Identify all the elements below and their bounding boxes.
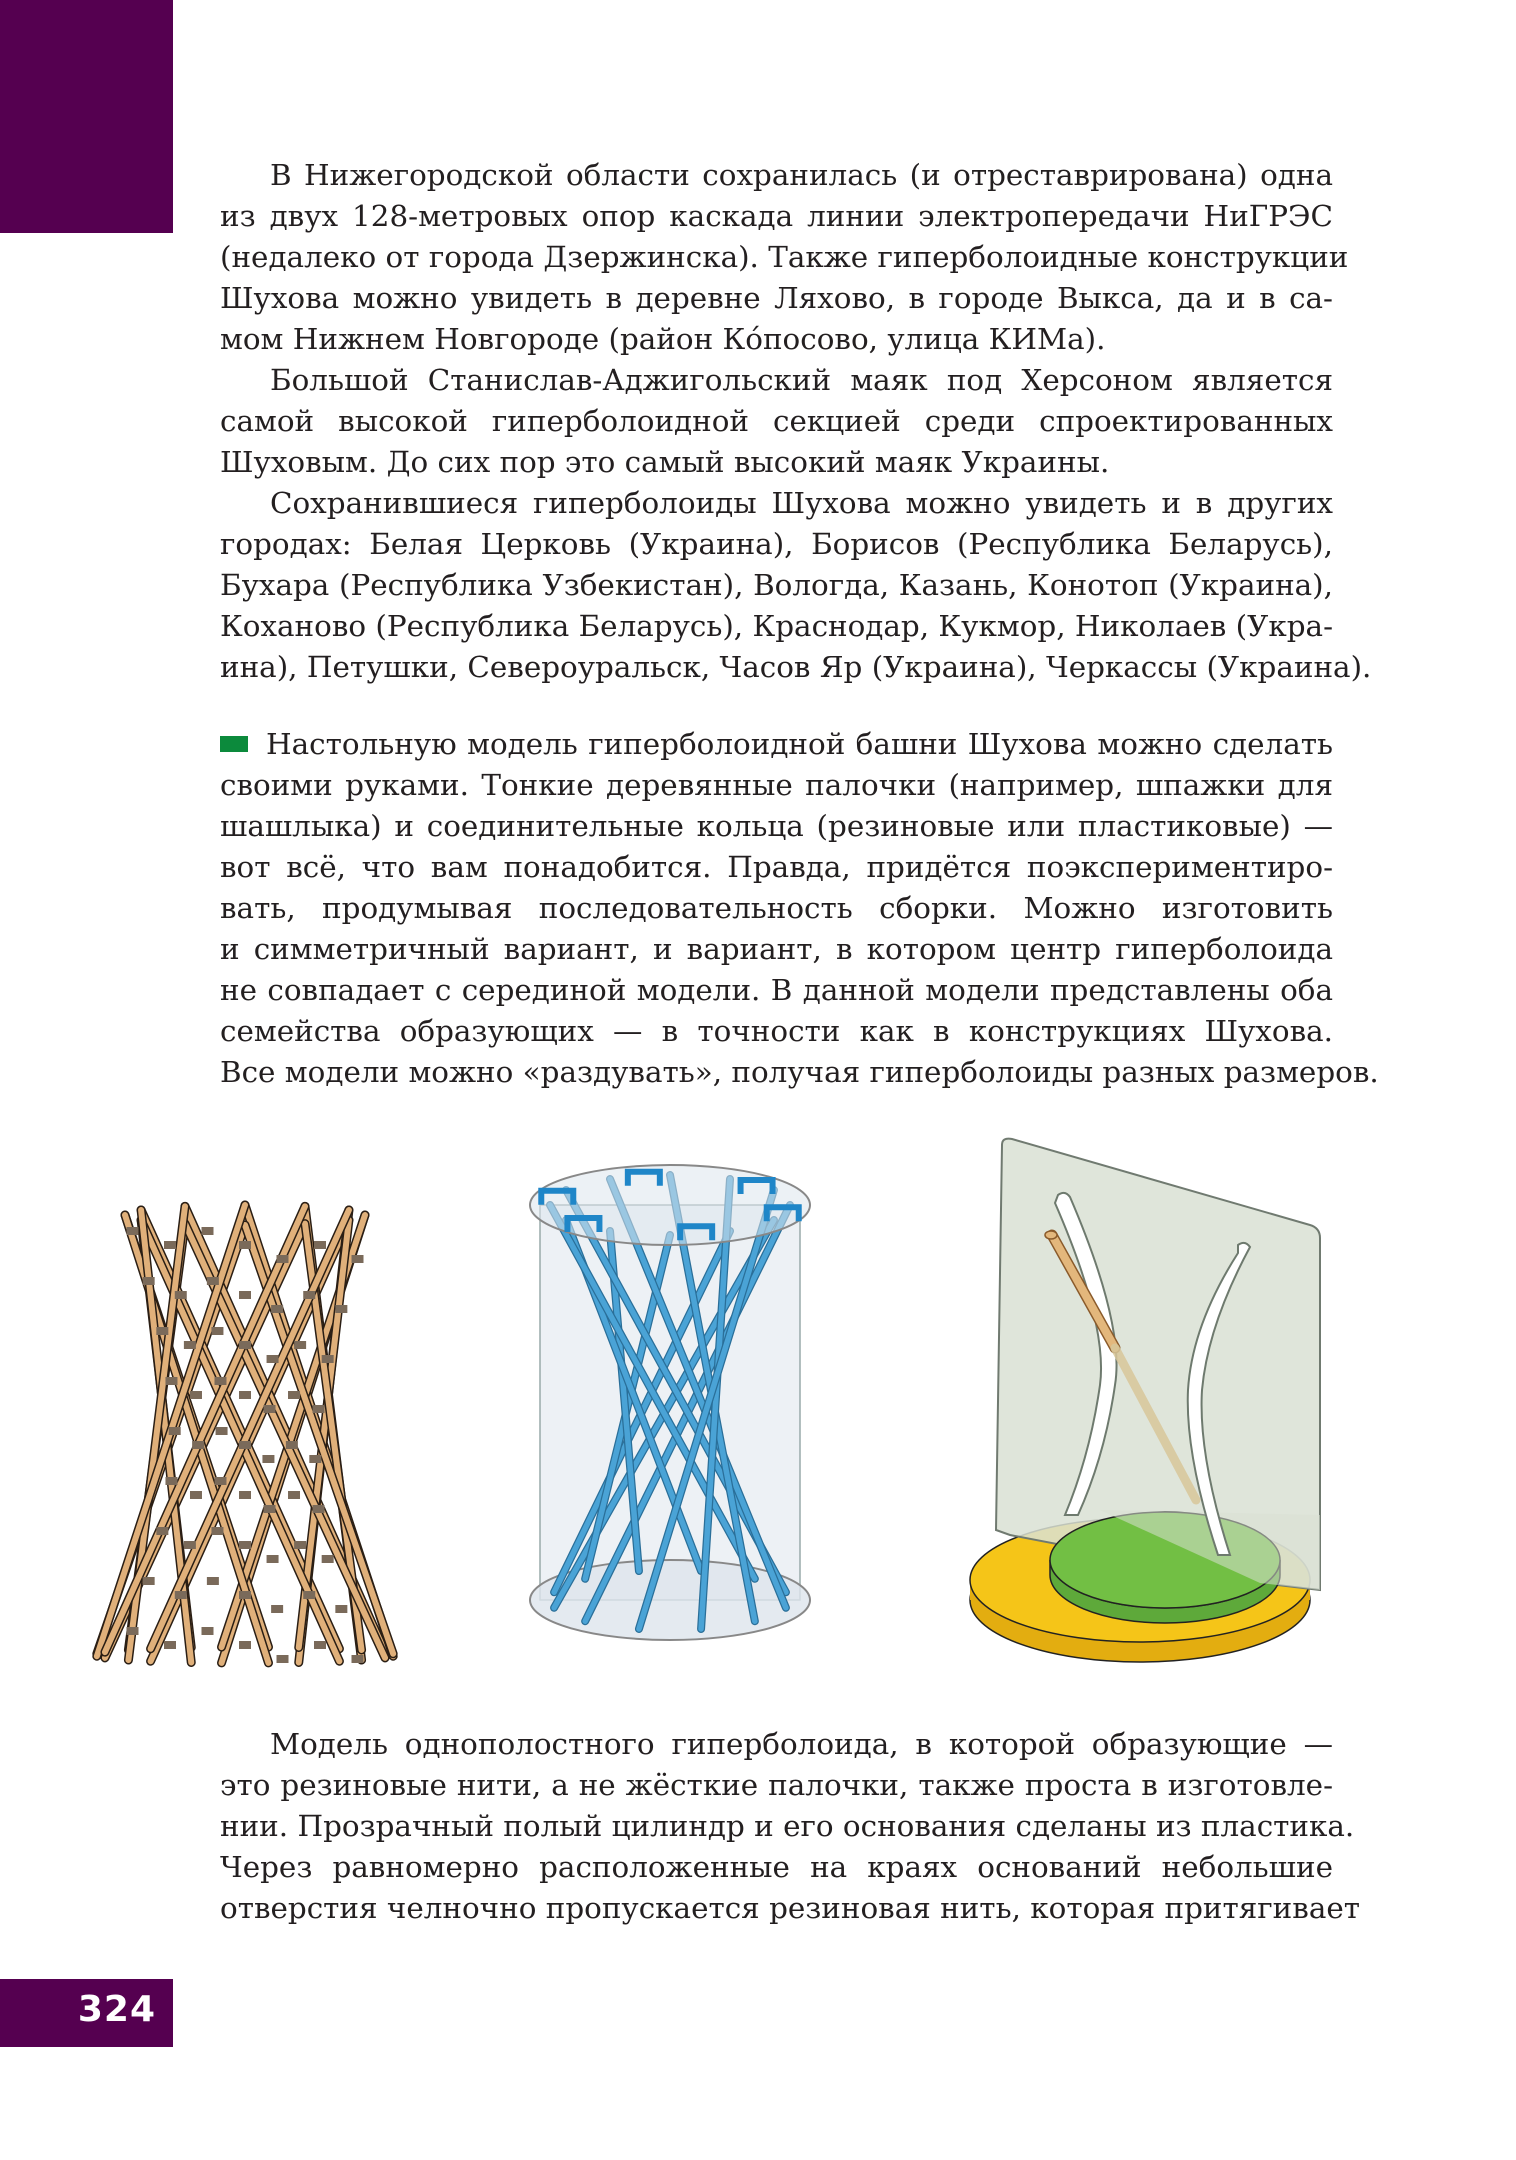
connector-band [314, 1241, 326, 1249]
string-cylinder-hyperboloid-illustration [515, 1145, 825, 1665]
connector-band [294, 1341, 306, 1349]
connector-band [143, 1577, 155, 1585]
text-line-content: Настольную модель гиперболоидной башни Шухова можно сделать [266, 727, 1333, 761]
connector-band [127, 1227, 139, 1235]
connector-band [267, 1355, 279, 1363]
text-line: Сохранившиеся гиперболоиды Шухова можно увидеть и в других [270, 486, 1333, 520]
connector-band [322, 1555, 334, 1563]
connector-band [239, 1541, 251, 1549]
connector-band [216, 1427, 228, 1435]
connector-band [303, 1591, 315, 1599]
connector-band [288, 1491, 300, 1499]
connector-band [352, 1655, 364, 1663]
text-line: шашлыка) и соединительные кольца (резиновые или пластиковые) — [220, 809, 1333, 843]
connector-band [207, 1277, 219, 1285]
connector-band [175, 1291, 187, 1299]
connector-band [288, 1391, 300, 1399]
connector-band [214, 1477, 226, 1485]
text-line: Модель однополостного гиперболоида, в которой образующие — [270, 1727, 1333, 1761]
connector-band [164, 1241, 176, 1249]
connector-band [202, 1227, 214, 1235]
connector-band [262, 1455, 274, 1463]
connector-band [335, 1305, 347, 1313]
text-line: Через равномерно расположенные на краях оснований небольшие [220, 1850, 1333, 1884]
connector-band [211, 1527, 223, 1535]
paragraph-3 [220, 483, 1372, 688]
text-line: Все модели можно «раздувать», получая гиперболоиды разных размеров. [220, 1055, 1379, 1089]
connector-band [239, 1591, 251, 1599]
connector-band [184, 1541, 196, 1549]
connector-band [271, 1305, 283, 1313]
connector-band [165, 1377, 177, 1385]
connector-band [322, 1355, 334, 1363]
connector-band [277, 1655, 289, 1663]
corner-accent-block [0, 0, 173, 233]
connector-band [239, 1241, 251, 1249]
text-line: и симметричный вариант, и вариант, в котором центр гиперболоида [220, 932, 1333, 966]
connector-band [239, 1341, 251, 1349]
connector-band [294, 1541, 306, 1549]
text-line: Большой Станислав-Аджигольский маяк под Херсоном является [270, 363, 1333, 397]
text-line: вот всё, что вам понадобится. Правда, придётся поэкспериментиро- [220, 850, 1333, 884]
connector-band [264, 1405, 276, 1413]
connector-band [202, 1627, 214, 1635]
connector-band [352, 1255, 364, 1263]
connector-band [309, 1455, 321, 1463]
connector-band [127, 1627, 139, 1635]
wooden-stick-hyperboloid-illustration [80, 1195, 410, 1675]
connector-band [190, 1391, 202, 1399]
text-line: семейства образующих — в точности как в конструкциях Шухова. [220, 1014, 1333, 1048]
connector-band [277, 1255, 289, 1263]
connector-band [169, 1427, 181, 1435]
connector-band [335, 1605, 347, 1613]
connector-band [313, 1505, 325, 1513]
connector-band [271, 1605, 283, 1613]
text-line: нии. Прозрачный полый цилиндр и его основания сделаны из пластика. [220, 1809, 1355, 1843]
connector-band [207, 1577, 219, 1585]
connector-band [314, 1641, 326, 1649]
text-line: отверстия челночно пропускается резиновая нить, которая притягивает [220, 1891, 1360, 1925]
text-line [220, 724, 1333, 765]
connector-band [184, 1341, 196, 1349]
connector-band [267, 1555, 279, 1563]
text-line: не совпадает с серединой модели. В данной модели представлены оба [220, 973, 1333, 1007]
page-number-box [0, 1979, 173, 2047]
text-line: Шуховым. До сих пор это самый высокий маяк Украины. [220, 445, 1110, 479]
text-line: городах: Белая Церковь (Украина), Борисов (Республика Беларусь), [220, 527, 1333, 561]
text-line: это резиновые нити, а не жёсткие палочки, также проста в изготовле- [220, 1768, 1333, 1802]
connector-band [239, 1291, 251, 1299]
connector-band [143, 1277, 155, 1285]
text-line: своими руками. Тонкие деревянные палочки (например, шпажки для [220, 768, 1333, 802]
connector-band [164, 1641, 176, 1649]
text-line: Шухова можно увидеть в деревне Ляхово, в городе Выкса, да и в са- [220, 281, 1333, 315]
page-number: 324 [77, 1989, 156, 2030]
connector-band [303, 1291, 315, 1299]
connector-band [313, 1405, 325, 1413]
connector-band [239, 1491, 251, 1499]
slotted-panel-model-illustration [940, 1125, 1340, 1670]
paragraph-1 [220, 155, 1349, 360]
text-line: из двух 128-метровых опор каскада линии электропередачи НиГРЭС [220, 199, 1333, 233]
connector-band [239, 1391, 251, 1399]
text-line: Бухара (Республика Узбекистан), Вологда, Казань, Конотоп (Украина), [220, 568, 1333, 602]
connector-band [175, 1591, 187, 1599]
connector-band [165, 1477, 177, 1485]
connector-band [286, 1441, 298, 1449]
connector-band [264, 1505, 276, 1513]
text-line: самой высокой гиперболоидной секцией среди спроектированных [220, 404, 1333, 438]
paragraph-2 [220, 360, 1333, 483]
connector-band [239, 1441, 251, 1449]
connector-band [156, 1527, 168, 1535]
connector-band [239, 1641, 251, 1649]
text-line: ина), Петушки, Североуральск, Часов Яр (Украина), Черкассы (Украина). [220, 650, 1372, 684]
connector-band [214, 1377, 226, 1385]
text-line: вать, продумывая последовательность сборки. Можно изготовить [220, 891, 1333, 925]
connector-band [190, 1491, 202, 1499]
connector-band [192, 1441, 204, 1449]
text-line: В Нижегородской области сохранилась (и отреставрирована) одна [270, 158, 1333, 192]
text-line: Коханово (Республика Беларусь), Краснодар, Кукмор, Николаев (Укра- [220, 609, 1333, 643]
text-line: (недалеко от города Дзержинска). Также гиперболоидные конструкции [220, 240, 1349, 274]
connector-band [211, 1327, 223, 1335]
paragraph-5 [220, 1724, 1360, 1929]
paragraph-4-activity [220, 724, 1379, 1093]
connector-band [156, 1327, 168, 1335]
green-square-marker-icon [220, 736, 248, 752]
text-line: мом Нижнем Новгороде (район Ко́посово, улица КИМа). [220, 322, 1106, 356]
